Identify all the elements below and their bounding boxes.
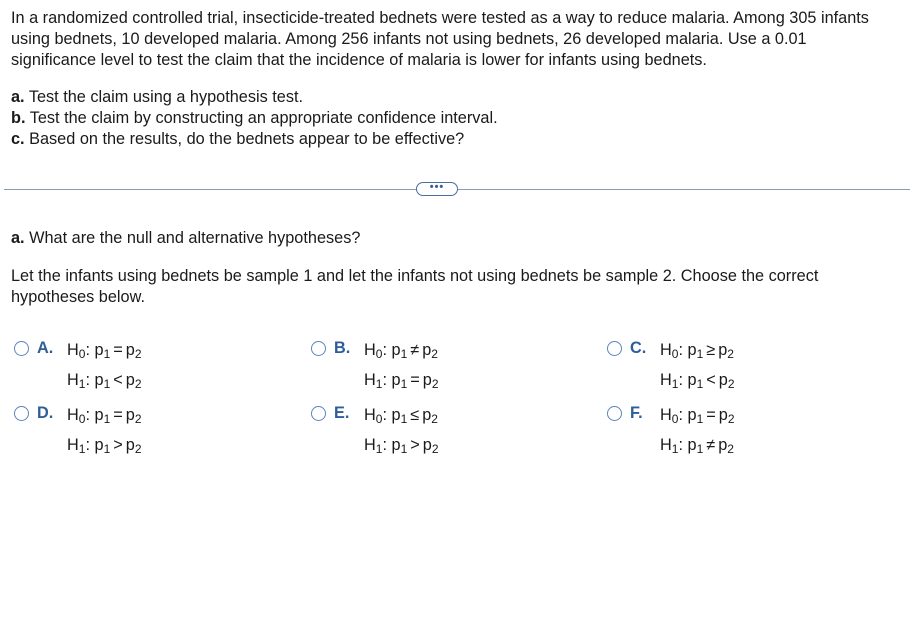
h-symbol: H	[364, 341, 376, 359]
alternative-hypothesis	[67, 367, 142, 397]
part-letter: c.	[11, 130, 25, 148]
operator: ≠	[410, 341, 420, 359]
p-symbol: p	[687, 371, 697, 389]
h-symbol: H	[67, 406, 79, 424]
p-symbol: p	[94, 436, 104, 454]
operator: =	[113, 341, 123, 359]
h-symbol: H	[364, 406, 376, 424]
expand-more-button[interactable]: •••	[416, 182, 458, 196]
h-symbol: H	[660, 341, 672, 359]
p-subscript: 2	[134, 347, 142, 361]
p-subscript: 1	[103, 412, 111, 426]
part-letter: b.	[11, 109, 26, 127]
h-subscript: 0	[78, 347, 86, 361]
colon: :	[678, 436, 683, 454]
colon: :	[382, 341, 387, 359]
p-symbol: p	[422, 341, 432, 359]
h-symbol: H	[660, 371, 672, 389]
p-symbol: p	[718, 371, 728, 389]
p-subscript: 1	[103, 347, 111, 361]
h-subscript: 1	[375, 442, 383, 456]
p-subscript: 2	[134, 377, 142, 391]
p-symbol: p	[718, 436, 728, 454]
h-subscript: 0	[375, 412, 383, 426]
hypotheses	[660, 337, 735, 397]
option-letter: E.	[334, 404, 350, 422]
p-subscript: 1	[696, 412, 704, 426]
h-subscript: 1	[78, 442, 86, 456]
operator: >	[113, 436, 123, 454]
alternative-hypothesis	[67, 432, 142, 462]
part-letter: a.	[11, 88, 25, 106]
operator: >	[410, 436, 420, 454]
p-subscript: 1	[696, 377, 704, 391]
colon: :	[382, 406, 387, 424]
p-subscript: 2	[431, 442, 439, 456]
colon: :	[382, 436, 387, 454]
null-hypothesis	[660, 402, 735, 432]
colon: :	[85, 436, 90, 454]
p-symbol: p	[125, 371, 135, 389]
h-symbol: H	[67, 436, 79, 454]
question-letter: a.	[11, 229, 25, 247]
operator: =	[410, 371, 420, 389]
p-subscript: 1	[696, 442, 704, 456]
null-hypothesis	[364, 337, 439, 367]
p-symbol: p	[391, 371, 401, 389]
p-subscript: 1	[103, 377, 111, 391]
radio-button[interactable]	[311, 406, 326, 421]
option-letter: F.	[630, 404, 643, 422]
p-subscript: 1	[103, 442, 111, 456]
radio-button[interactable]	[14, 406, 29, 421]
h-subscript: 0	[671, 347, 679, 361]
p-symbol: p	[687, 436, 697, 454]
p-symbol: p	[94, 406, 104, 424]
p-subscript: 2	[727, 377, 735, 391]
operator: =	[706, 406, 716, 424]
colon: :	[382, 371, 387, 389]
hypotheses	[660, 402, 735, 462]
null-hypothesis	[67, 402, 142, 432]
p-symbol: p	[718, 341, 728, 359]
p-subscript: 1	[400, 377, 408, 391]
h-symbol: H	[67, 371, 79, 389]
problem-part-a	[11, 87, 891, 108]
h-subscript: 1	[78, 377, 86, 391]
hypotheses	[67, 402, 142, 462]
option-letter: B.	[334, 339, 351, 357]
h-subscript: 1	[671, 377, 679, 391]
option-letter: C.	[630, 339, 647, 357]
p-subscript: 1	[400, 412, 408, 426]
p-symbol: p	[391, 436, 401, 454]
part-text: Test the claim using a hypothesis test.	[28, 88, 304, 106]
colon: :	[678, 341, 683, 359]
p-symbol: p	[687, 406, 697, 424]
operator: ≠	[706, 436, 716, 454]
problem-part-c	[11, 129, 891, 150]
operator: =	[113, 406, 123, 424]
operator: <	[706, 371, 716, 389]
operator: ≤	[410, 406, 420, 424]
null-hypothesis	[67, 337, 142, 367]
p-subscript: 1	[400, 442, 408, 456]
hypotheses	[364, 337, 439, 397]
colon: :	[678, 371, 683, 389]
p-symbol: p	[125, 436, 135, 454]
problem-intro: In a randomized controlled trial, insecticide-treated bednets were tested as a way to reduce malaria. Among 305 infants using bednets, 10 developed malaria. Among 256 infants not using bednets, 26 developed malaria. Use a 0.01 significance level to test the claim that the incidence of malaria is lower for infants using bednets.	[11, 9, 869, 69]
operator: <	[113, 371, 123, 389]
p-subscript: 2	[134, 412, 142, 426]
problem-statement	[11, 8, 891, 150]
p-symbol: p	[94, 371, 104, 389]
null-hypothesis	[660, 337, 735, 367]
part-text: Based on the results, do the bednets appear to be effective?	[29, 130, 465, 148]
p-symbol: p	[391, 341, 401, 359]
p-subscript: 2	[134, 442, 142, 456]
p-subscript: 2	[431, 377, 439, 391]
h-symbol: H	[364, 436, 376, 454]
alternative-hypothesis	[364, 367, 439, 397]
alternative-hypothesis	[660, 432, 735, 462]
option-letter: D.	[37, 404, 54, 422]
colon: :	[85, 371, 90, 389]
problem-parts	[11, 87, 891, 150]
instruction-text: Let the infants using bednets be sample 1 and let the infants not using bednets be sample 2. Choose the correct hypotheses below.	[11, 267, 819, 306]
operator: ≥	[706, 341, 716, 359]
p-subscript: 2	[727, 412, 735, 426]
colon: :	[678, 406, 683, 424]
question-text: What are the null and alternative hypotheses?	[29, 229, 361, 247]
radio-button[interactable]	[607, 406, 622, 421]
option-letter: A.	[37, 339, 54, 357]
p-symbol: p	[125, 406, 135, 424]
p-symbol: p	[94, 341, 104, 359]
p-symbol: p	[422, 406, 432, 424]
p-symbol: p	[391, 406, 401, 424]
p-subscript: 2	[431, 412, 438, 426]
p-subscript: 1	[400, 347, 408, 361]
p-symbol: p	[422, 436, 432, 454]
p-symbol: p	[687, 341, 697, 359]
h-symbol: H	[660, 436, 672, 454]
h-subscript: 0	[78, 412, 86, 426]
p-subscript: 2	[727, 442, 734, 456]
radio-button[interactable]	[14, 341, 29, 356]
null-hypothesis	[364, 402, 439, 432]
p-symbol: p	[422, 371, 432, 389]
radio-button[interactable]	[311, 341, 326, 356]
colon: :	[85, 341, 90, 359]
p-symbol: p	[718, 406, 728, 424]
hypotheses	[364, 402, 439, 462]
problem-part-b	[11, 108, 891, 129]
h-symbol: H	[660, 406, 672, 424]
alternative-hypothesis	[364, 432, 439, 462]
hypotheses	[67, 337, 142, 397]
p-subscript: 1	[696, 347, 704, 361]
alternative-hypothesis	[660, 367, 735, 397]
radio-button[interactable]	[607, 341, 622, 356]
part-text: Test the claim by constructing an appropriate confidence interval.	[29, 109, 498, 127]
h-subscript: 0	[671, 412, 679, 426]
colon: :	[85, 406, 90, 424]
p-subscript: 2	[727, 347, 734, 361]
h-symbol: H	[67, 341, 79, 359]
h-subscript: 0	[375, 347, 383, 361]
p-subscript: 2	[431, 347, 438, 361]
h-subscript: 1	[671, 442, 679, 456]
p-symbol: p	[125, 341, 135, 359]
question-prompt	[11, 228, 360, 249]
h-subscript: 1	[375, 377, 383, 391]
h-symbol: H	[364, 371, 376, 389]
